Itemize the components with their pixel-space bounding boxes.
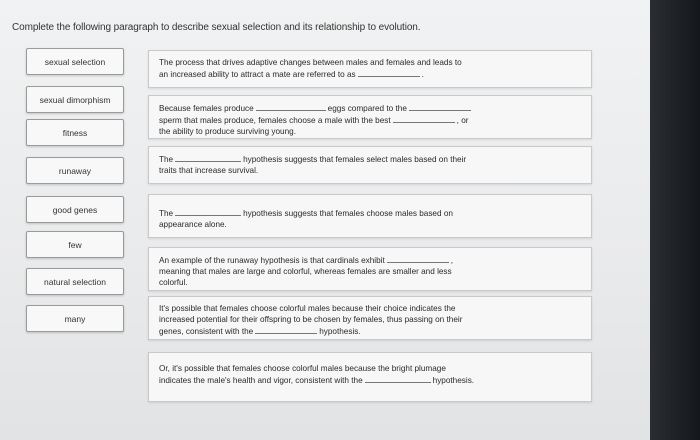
term-many[interactable] [26,305,124,332]
sentence-text: An example of the runaway hypothesis is that cardinals exhibit [159,256,385,265]
sentence-text: , or [456,116,469,125]
sentence-text: hypothesis suggests that females choose males based on [243,209,453,218]
sentence-text: indicates the male's health and vigor, consistent with the [159,376,363,385]
sentence-text: It's possible that females choose colorful males because their choice indicates the [159,304,456,313]
term-label: runaway [58,165,92,176]
sentence-item-5 [148,247,592,291]
sentence-text: hypothesis. [432,376,475,385]
sentence-text: eggs compared to the [327,104,407,113]
instruction-text: Complete the following paragraph to describe sexual selection and its relationship to evolution. [12,22,421,33]
sentence-item-6 [148,296,592,340]
drop-blank[interactable] [393,114,455,123]
sentence-text: hypothesis. [319,327,361,336]
term-label: natural selection [44,276,106,287]
term-label: fitness [62,127,88,138]
sentence-text: genes, consistent with the [159,327,254,336]
term-label: many [64,313,86,324]
drop-blank[interactable] [175,153,241,162]
drop-blank[interactable] [256,102,326,111]
sentence-text: appearance alone. [159,220,227,229]
sentence-text: , [450,256,454,265]
drop-blank[interactable] [387,254,449,263]
drop-blank[interactable] [409,102,471,111]
sentence-text: The [159,209,174,218]
term-fitness[interactable] [26,119,124,146]
drop-blank[interactable] [358,68,420,77]
drop-blank[interactable] [175,207,241,216]
sentence-text: The [159,155,174,164]
screen-edge [650,0,700,440]
term-few[interactable] [26,231,124,258]
sentence-item-1 [148,50,592,88]
sentence-text: the ability to produce surviving young. [159,127,296,136]
drop-blank[interactable] [255,325,317,334]
term-runaway[interactable] [26,157,124,184]
sentence-text: The process that drives adaptive changes between males and females and leads to [159,58,462,67]
sentence-text: . [421,70,424,79]
sentence-item-2 [148,95,592,139]
drop-blank[interactable] [365,374,431,383]
term-label: good genes [52,204,98,215]
sentence-text: meaning that males are large and colorful, whereas females are smaller and less [159,267,452,276]
term-label: sexual dimorphism [39,94,111,105]
term-sexual-dimorphism[interactable] [26,86,124,113]
sentence-item-3 [148,146,592,184]
term-sexual-selection[interactable] [26,48,124,75]
sentence-text: an increased ability to attract a mate are referred to as [159,70,356,79]
sentence-text: increased potential for their offspring to be chosen by females, thus passing on their [159,315,463,324]
sentence-item-7 [148,352,592,402]
sentence-text: hypothesis suggests that females select males based on their [243,155,467,164]
sentence-text: sperm that males produce, females choose a male with the best [159,116,391,125]
term-label: sexual selection [44,56,106,67]
sentence-text: Because females produce [159,104,254,113]
term-good-genes[interactable] [26,196,124,223]
sentence-text: Or, it's possible that females choose colorful males because the bright plumage [159,364,446,373]
sentence-text: colorful. [159,278,188,287]
sentence-item-4 [148,194,592,238]
term-natural-selection[interactable] [26,268,124,295]
term-label: few [68,239,82,250]
sentence-text: traits that increase survival. [159,166,259,175]
